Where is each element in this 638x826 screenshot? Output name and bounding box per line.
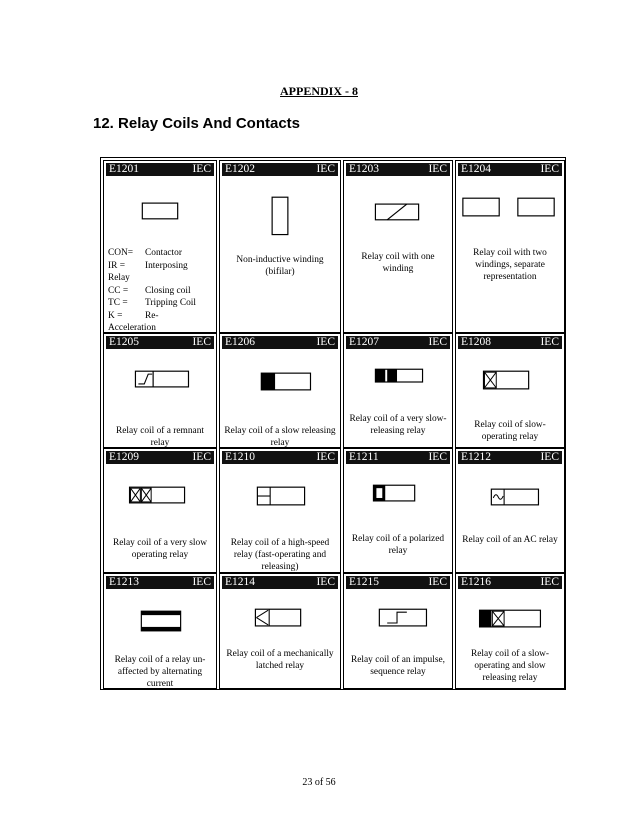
symbol-description: Relay coil with one winding (361, 252, 435, 274)
cell-header (458, 163, 562, 176)
standard-label: IEC (316, 336, 335, 348)
ac-unaffected-coil-icon (104, 589, 216, 655)
standard-label: IEC (316, 451, 335, 463)
symbol-cell-e1204 (455, 160, 565, 333)
symbol-code: E1213 (109, 576, 140, 588)
cell-header (222, 451, 338, 464)
symbol-description: Relay coil with two windings, separate representation (473, 248, 547, 282)
symbol-cell-e1215 (343, 573, 453, 689)
relay-symbol-table (100, 157, 566, 690)
symbol-description: Relay coil of an AC relay (462, 535, 558, 545)
polarized-coil-icon (344, 464, 452, 530)
slow-releasing-coil-icon (220, 349, 340, 415)
very-slow-operating-coil-icon (104, 464, 216, 530)
symbol-cell-e1216 (455, 573, 565, 689)
abbreviation-legend: CON= Contactor IR = Interposing Relay CC = Closing coil TC = Tripping Coil K = Re- Acceleration (108, 248, 196, 333)
symbol-description: Relay coil of a polarized relay (351, 534, 445, 556)
symbol-code: E1209 (109, 451, 140, 463)
standard-label: IEC (192, 163, 211, 175)
standard-label: IEC (192, 336, 211, 348)
page-number: 23 of 56 (302, 777, 336, 788)
cell-header (106, 576, 214, 589)
cell-header (458, 336, 562, 349)
symbol-cell-e1214 (219, 573, 341, 689)
symbol-code: E1216 (461, 576, 492, 588)
standard-label: IEC (428, 576, 447, 588)
cell-header (106, 336, 214, 349)
cell-header (458, 451, 562, 464)
one-winding-coil-icon (344, 176, 452, 242)
standard-label: IEC (192, 451, 211, 463)
symbol-cell-e1201 (103, 160, 217, 333)
symbol-description: Relay coil of a high-speed relay (fast-operating and releasing) (230, 538, 330, 572)
symbol-description: Relay coil of an impulse, sequence relay (351, 655, 445, 677)
cell-header (222, 576, 338, 589)
symbol-cell-e1206 (219, 333, 341, 448)
cell-header (458, 576, 562, 589)
cell-header (106, 163, 214, 176)
non-inductive-coil-icon (220, 176, 340, 242)
symbol-description: Relay coil of a slow-operating and slow releasing relay (470, 649, 550, 683)
section-heading: 12. Relay Coils And Contacts (93, 115, 300, 132)
symbol-description: Relay coil of a mechanically latched relay (226, 649, 334, 671)
symbol-code: E1214 (225, 576, 256, 588)
symbol-description: Relay coil of a very slow operating relay (113, 538, 207, 560)
standard-label: IEC (428, 336, 447, 348)
symbol-cell-e1209 (103, 448, 217, 573)
cell-header (346, 576, 450, 589)
cell-header (222, 163, 338, 176)
cell-header (346, 336, 450, 349)
symbol-code: E1202 (225, 163, 256, 175)
symbol-code: E1203 (349, 163, 380, 175)
appendix-title: APPENDIX - 8 (280, 84, 358, 98)
symbol-cell-e1208 (455, 333, 565, 448)
slow-operating-coil-icon (456, 349, 564, 415)
symbol-code: E1208 (461, 336, 492, 348)
standard-label: IEC (428, 451, 447, 463)
standard-label: IEC (540, 451, 559, 463)
two-windings-coil-icon (456, 176, 564, 242)
high-speed-coil-icon (220, 464, 340, 530)
symbol-code: E1201 (109, 163, 140, 175)
symbol-cell-e1211 (343, 448, 453, 573)
impulse-coil-icon (344, 589, 452, 655)
symbol-code: E1212 (461, 451, 492, 463)
symbol-code: E1210 (225, 451, 256, 463)
plain-coil-icon (104, 176, 216, 242)
symbol-description: Relay coil of a slow releasing relay (224, 426, 336, 448)
ac-coil-icon (456, 464, 564, 530)
standard-label: IEC (428, 163, 447, 175)
symbol-code: E1205 (109, 336, 140, 348)
symbol-description: Relay coil of slow-operating relay (474, 420, 546, 442)
symbol-code: E1207 (349, 336, 380, 348)
standard-label: IEC (316, 576, 335, 588)
symbol-code: E1206 (225, 336, 256, 348)
cell-header (346, 163, 450, 176)
symbol-cell-e1207 (343, 333, 453, 448)
remnant-coil-icon (104, 349, 216, 415)
symbol-description: Non-inductive winding (bifilar) (236, 255, 324, 277)
symbol-cell-e1202 (219, 160, 341, 333)
standard-label: IEC (540, 336, 559, 348)
slow-operating-releasing-coil-icon (456, 589, 564, 655)
symbol-code: E1211 (349, 451, 379, 463)
symbol-cell-e1205 (103, 333, 217, 448)
standard-label: IEC (540, 163, 559, 175)
cell-header (222, 336, 338, 349)
symbol-cell-e1212 (455, 448, 565, 573)
symbol-code: E1215 (349, 576, 380, 588)
symbol-description: Relay coil of a very slow-releasing relay (349, 414, 447, 436)
standard-label: IEC (540, 576, 559, 588)
latched-coil-icon (220, 589, 340, 655)
symbol-code: E1204 (461, 163, 492, 175)
standard-label: IEC (316, 163, 335, 175)
symbol-cell-e1213 (103, 573, 217, 689)
standard-label: IEC (192, 576, 211, 588)
cell-header (346, 451, 450, 464)
very-slow-releasing-coil-icon (344, 349, 452, 415)
symbol-cell-e1210 (219, 448, 341, 573)
symbol-cell-e1203 (343, 160, 453, 333)
symbol-description: Relay coil of a relay un-affected by alternating current (114, 655, 206, 689)
symbol-description: Relay coil of a remnant relay (116, 426, 204, 448)
cell-header (106, 451, 214, 464)
